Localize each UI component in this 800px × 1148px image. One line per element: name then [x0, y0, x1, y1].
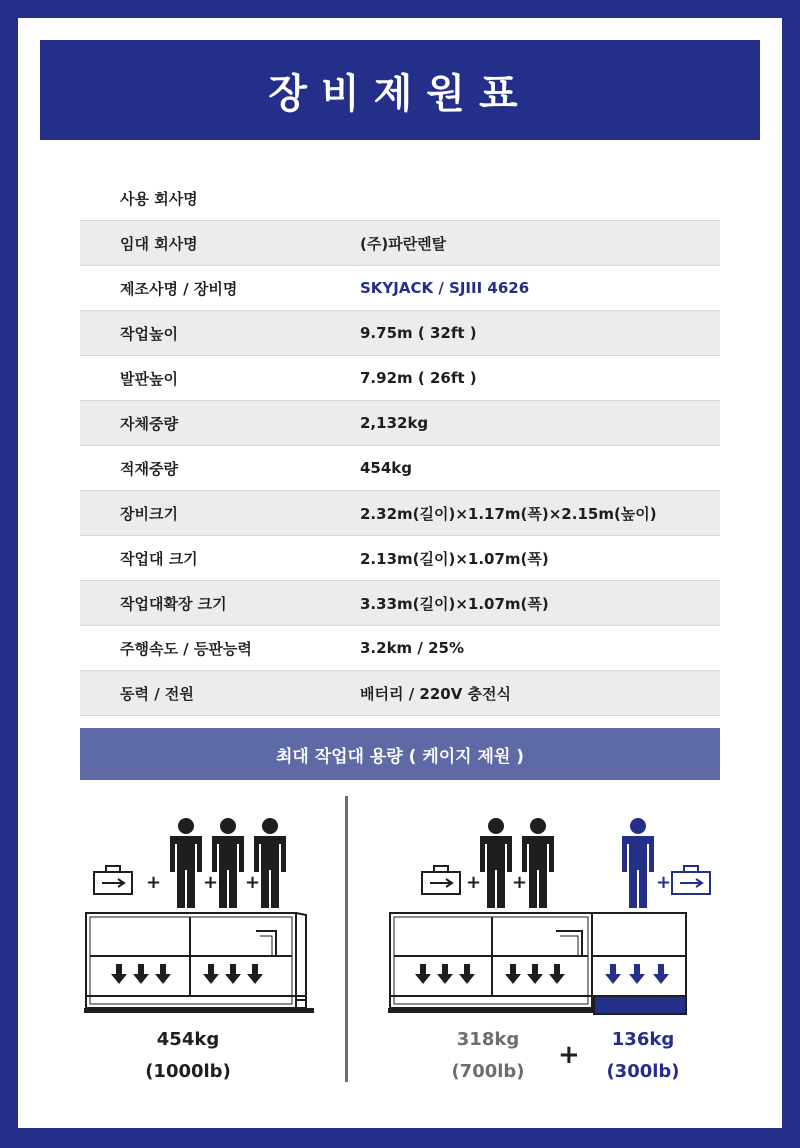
- person-icon: [480, 818, 512, 908]
- spec-table: [80, 176, 720, 716]
- spec-label: 제조사명 / 장비명: [120, 279, 238, 298]
- spec-row: [80, 401, 720, 446]
- spec-value: 3.33m(길이)×1.07m(폭): [360, 594, 549, 613]
- left-capacity-lb: (1000lb): [145, 1061, 231, 1082]
- down-arrow-icon: [415, 964, 565, 984]
- spec-value: 454kg: [360, 459, 413, 477]
- spec-value: SKYJACK / SJIII 4626: [360, 279, 530, 297]
- capacity-plus: +: [558, 1040, 580, 1070]
- left-capacity: [128, 1024, 248, 1088]
- spec-label: 동력 / 전원: [120, 684, 194, 703]
- spec-label: 적재중량: [120, 459, 178, 478]
- down-arrow-icon: [111, 964, 263, 984]
- spec-value: 2,132kg: [360, 414, 429, 432]
- spec-row: [80, 536, 720, 581]
- plus-icon: +: [656, 872, 672, 893]
- plus-icon: +: [146, 872, 162, 893]
- spec-row: [80, 446, 720, 491]
- spec-value: 배터리 / 220V 충전식: [360, 684, 512, 703]
- spec-label: 주행속도 / 등판능력: [120, 639, 252, 658]
- right-platform-diagram: [380, 796, 720, 1018]
- plus-icon: +: [245, 872, 261, 893]
- spec-value: 7.92m ( 26ft ): [360, 369, 477, 387]
- spec-row: [80, 176, 720, 221]
- spec-row: [80, 626, 720, 671]
- toolbox-icon: [422, 866, 460, 894]
- spec-row: [80, 671, 720, 716]
- spec-label: 발판높이: [120, 369, 178, 388]
- extension-capacity-lb: (300lb): [606, 1061, 680, 1082]
- spec-label: 자체중량: [120, 414, 178, 433]
- extension-capacity: [583, 1024, 703, 1088]
- spec-label: 작업대 크기: [120, 549, 198, 568]
- spec-row: [80, 266, 720, 311]
- section-divider: [345, 796, 348, 1082]
- spec-row: [80, 221, 720, 266]
- left-capacity-kg: 454kg: [156, 1029, 220, 1050]
- person-icon: [254, 818, 286, 908]
- spec-label: 장비크기: [120, 504, 178, 523]
- person-icon: [212, 818, 244, 908]
- platform-extension-icon: [592, 913, 686, 1014]
- spec-row: [80, 581, 720, 626]
- platform-icon: [388, 913, 594, 1013]
- spec-label: 사용 회사명: [120, 189, 198, 208]
- main-capacity: [428, 1024, 548, 1088]
- left-platform-diagram: [78, 796, 328, 1018]
- main-capacity-lb: (700lb): [451, 1061, 525, 1082]
- person-icon: [622, 818, 654, 908]
- plus-icon: +: [512, 872, 528, 893]
- spec-card: [18, 18, 782, 1128]
- spec-value: 2.32m(길이)×1.17m(폭)×2.15m(높이): [360, 504, 657, 523]
- plus-icon: +: [466, 872, 482, 893]
- person-icon: [170, 818, 202, 908]
- capacity-heading: 최대 작업대 용량 ( 케이지 제원 ): [80, 728, 720, 780]
- spec-value: 3.2km / 25%: [360, 639, 465, 657]
- spec-value: 9.75m ( 32ft ): [360, 324, 477, 342]
- spec-value: 2.13m(길이)×1.07m(폭): [360, 549, 549, 568]
- plus-icon: +: [203, 872, 219, 893]
- spec-row: [80, 491, 720, 536]
- spec-label: 작업높이: [120, 324, 178, 343]
- spec-value: (주)파란렌탈: [360, 234, 447, 253]
- main-capacity-kg: 318kg: [456, 1029, 520, 1050]
- spec-label: 임대 회사명: [120, 234, 198, 253]
- down-arrow-icon: [605, 964, 669, 984]
- extension-capacity-kg: 136kg: [611, 1029, 675, 1050]
- platform-icon: [84, 913, 314, 1013]
- person-icon: [522, 818, 554, 908]
- toolbox-icon: [672, 866, 710, 894]
- page-title: 장비제원표: [40, 40, 760, 140]
- spec-label: 작업대확장 크기: [120, 594, 227, 613]
- spec-row: [80, 311, 720, 356]
- spec-row: [80, 356, 720, 401]
- toolbox-icon: [94, 866, 132, 894]
